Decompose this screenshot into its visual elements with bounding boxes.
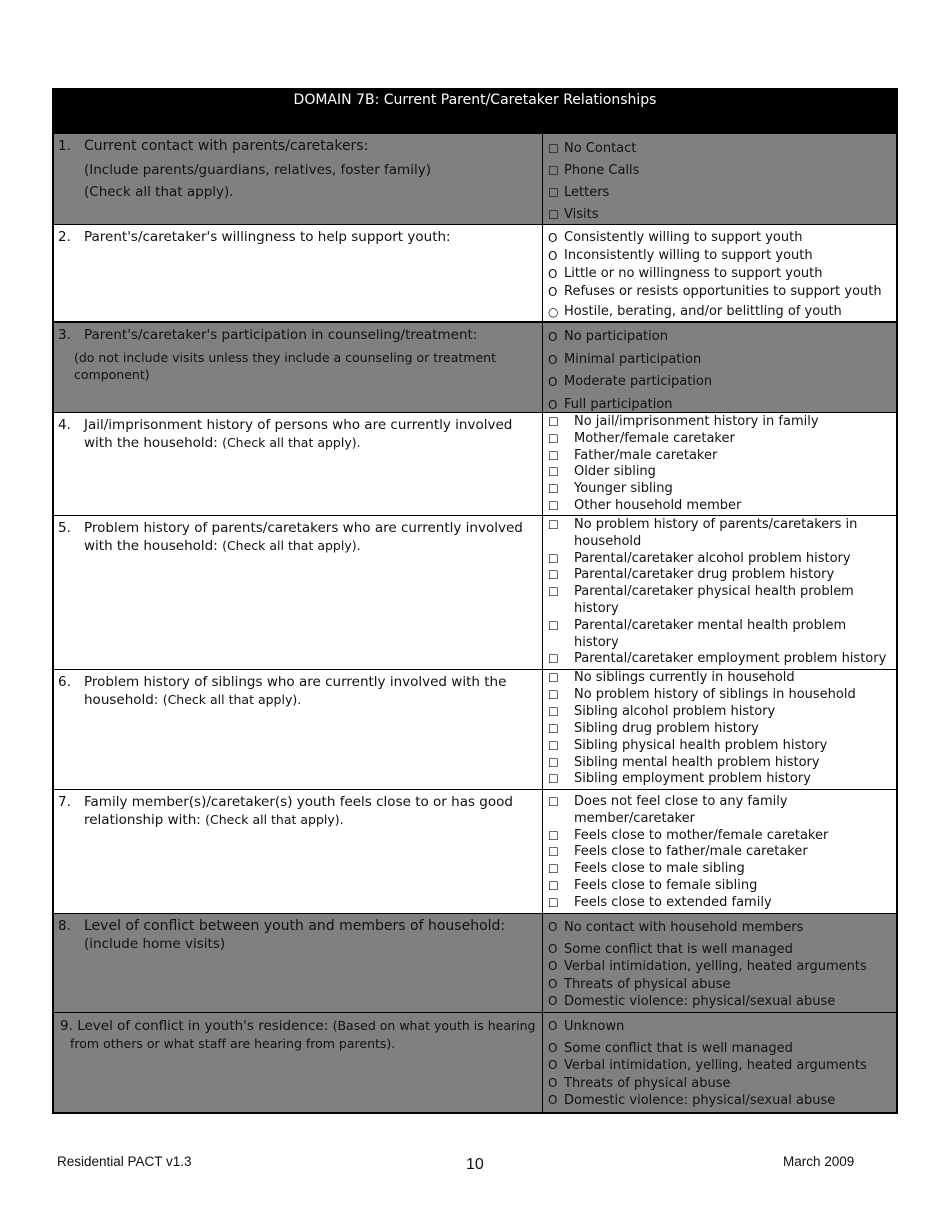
radio-icon[interactable]: O <box>548 397 558 412</box>
question-row-8 <box>54 913 896 1012</box>
footer-date: March 2009 <box>783 1154 855 1169</box>
option-father[interactable]: ☐ Father/male caretaker <box>548 447 718 463</box>
checkbox-icon[interactable]: ☐ <box>548 186 559 200</box>
option-close-father[interactable]: ☐ Feels close to father/male caretaker <box>548 844 808 860</box>
radio-icon[interactable]: O <box>548 941 558 956</box>
checkbox-icon[interactable]: ☐ <box>548 551 559 566</box>
radio-icon[interactable]: ○ <box>548 305 559 319</box>
option-minimal-participation[interactable]: O Minimal participation <box>548 349 892 372</box>
option-full-participation[interactable]: O Full participation <box>548 394 892 417</box>
page-number: 10 <box>466 1156 484 1173</box>
question-note: (Check all that apply). <box>222 538 361 553</box>
radio-icon[interactable]: O <box>548 959 558 974</box>
question-text: Level of conflict in youth's residence: <box>77 1018 329 1034</box>
option-verbal-intimidation[interactable]: O Verbal intimidation, yelling, heated arguments <box>548 959 867 975</box>
answer-cell <box>543 790 896 913</box>
question-row-6 <box>54 669 896 789</box>
option-threats-abuse[interactable]: O Threats of physical abuse <box>548 1075 731 1091</box>
option-other-household-member[interactable]: ☐ Other household member <box>548 497 742 513</box>
radio-icon[interactable]: O <box>548 330 558 344</box>
option-little-willingness[interactable]: O Little or no willingness to support youth <box>548 266 823 281</box>
option-verbal-intimidation[interactable]: O Verbal intimidation, yelling, heated arguments <box>548 1058 867 1074</box>
checkbox-icon[interactable]: ☐ <box>548 687 559 702</box>
question-number: 8. <box>58 918 71 934</box>
option-some-conflict[interactable]: O Some conflict that is well managed <box>548 941 793 957</box>
checkbox-icon[interactable]: ☐ <box>548 585 559 600</box>
question-number: 4. <box>58 417 71 433</box>
answer-cell <box>543 914 896 1012</box>
option-sibling-mental-health[interactable]: ☐ Sibling mental health problem history <box>548 754 820 770</box>
checkbox-icon[interactable]: ☐ <box>548 895 559 910</box>
question-text: Jail/imprisonment history of persons who are currently involved with the household: <box>84 417 513 451</box>
question-number: 5. <box>58 520 71 536</box>
checkbox-icon[interactable]: ☐ <box>548 845 559 860</box>
option-consistently-willing[interactable]: O Consistently willing to support youth <box>548 230 803 245</box>
option-some-conflict[interactable]: O Some conflict that is well managed <box>548 1040 793 1056</box>
checkbox-icon[interactable]: ☐ <box>548 828 559 843</box>
question-cell <box>54 790 543 913</box>
option-no-contact-household[interactable]: O No contact with household members <box>548 920 804 935</box>
question-number: 6. <box>58 674 71 690</box>
question-row-3 <box>54 321 896 412</box>
option-hostile[interactable]: ○ Hostile, berating, and/or belittling of youth <box>548 304 842 319</box>
option-sibling-alcohol[interactable]: ☐ Sibling alcohol problem history <box>548 703 776 719</box>
option-parent-mental-health[interactable]: ☐ Parental/caretaker mental health problem history <box>548 617 847 650</box>
question-cell <box>54 134 543 224</box>
option-phone-calls[interactable]: ☐ Phone Calls <box>548 160 892 182</box>
option-close-male-sibling[interactable]: ☐ Feels close to male sibling <box>548 861 745 877</box>
checkbox-icon[interactable]: ☐ <box>548 772 559 787</box>
question-note: (Based on what youth is hearing from others or what staff are hearing from parents). <box>70 1018 536 1051</box>
option-no-siblings[interactable]: ☐ No siblings currently in household <box>548 670 795 685</box>
radio-icon[interactable]: O <box>548 976 558 991</box>
option-unknown[interactable]: O Unknown <box>548 1019 625 1034</box>
option-older-sibling[interactable]: ☐ Older sibling <box>548 464 656 480</box>
question-text: Parent's/caretaker's willingness to help support youth: <box>84 229 451 245</box>
checkbox-icon[interactable]: ☐ <box>548 652 559 667</box>
checkbox-icon[interactable]: ☐ <box>548 431 559 446</box>
option-no-jail-history[interactable]: ☐ No jail/imprisonment history in family <box>548 414 819 429</box>
question-row-4 <box>54 412 896 515</box>
radio-icon[interactable]: O <box>548 1040 558 1055</box>
question-row-5 <box>54 515 896 669</box>
option-close-mother[interactable]: ☐ Feels close to mother/female caretaker <box>548 827 829 843</box>
option-domestic-violence[interactable]: O Domestic violence: physical/sexual abuse <box>548 994 836 1010</box>
checkbox-icon[interactable]: ☐ <box>548 671 559 685</box>
option-no-participation[interactable]: O No participation <box>548 326 892 349</box>
option-sibling-employment[interactable]: ☐ Sibling employment problem history <box>548 771 811 787</box>
question-cell <box>54 225 543 321</box>
question-cell <box>54 516 543 669</box>
question-row-9 <box>54 1012 896 1112</box>
question-text: Problem history of parents/caretakers who are currently involved with the household: <box>84 520 523 554</box>
checkbox-icon[interactable]: ☐ <box>548 618 559 633</box>
option-not-close[interactable]: ☐ Does not feel close to any family member/caretaker <box>548 794 788 826</box>
option-inconsistently-willing[interactable]: O Inconsistently willing to support youth <box>548 248 813 263</box>
assessment-form <box>52 88 898 1114</box>
checkbox-icon[interactable]: ☐ <box>548 498 559 513</box>
question-subtext: (do not include visits unless they include a counseling or treatment component) <box>74 350 496 382</box>
question-cell <box>54 1013 543 1112</box>
checkbox-icon[interactable]: ☐ <box>548 862 559 877</box>
option-close-female-sibling[interactable]: ☐ Feels close to female sibling <box>548 877 758 893</box>
option-younger-sibling[interactable]: ☐ Younger sibling <box>548 481 673 497</box>
option-parent-employment[interactable]: ☐ Parental/caretaker employment problem history <box>548 651 887 667</box>
radio-icon[interactable]: O <box>548 1093 558 1108</box>
question-text: Problem history of siblings who are currently involved with the household: <box>84 674 507 708</box>
question-text: Parent's/caretaker's participation in counseling/treatment: <box>84 327 478 343</box>
question-number: 9. <box>60 1018 73 1034</box>
checkbox-icon[interactable]: ☐ <box>548 448 559 463</box>
question-cell <box>54 670 543 789</box>
option-threats-abuse[interactable]: O Threats of physical abuse <box>548 976 731 992</box>
radio-icon[interactable]: O <box>548 231 558 245</box>
checkbox-icon[interactable]: ☐ <box>548 568 559 583</box>
radio-icon[interactable]: O <box>548 249 558 263</box>
radio-icon[interactable]: O <box>548 920 558 934</box>
question-note: (Check all that apply). <box>162 692 302 707</box>
radio-icon[interactable]: O <box>548 375 558 389</box>
radio-icon[interactable]: O <box>548 352 558 367</box>
answer-cell <box>543 516 896 669</box>
checkbox-icon[interactable]: ☐ <box>548 738 559 753</box>
question-row-1 <box>54 134 896 224</box>
domain-title: DOMAIN 7B: Current Parent/Caretaker Relationships <box>54 88 896 134</box>
question-subtext: (Include parents/guardians, relatives, foster family) <box>84 162 431 178</box>
option-parent-drug[interactable]: ☐ Parental/caretaker drug problem history <box>548 567 835 583</box>
checkbox-icon[interactable]: ☐ <box>548 721 559 736</box>
question-note: (Check all that apply). <box>205 812 344 827</box>
option-parent-alcohol[interactable]: ☐ Parental/caretaker alcohol problem history <box>548 550 851 566</box>
option-domestic-violence[interactable]: O Domestic violence: physical/sexual abuse <box>548 1093 836 1109</box>
option-mother[interactable]: ☐ Mother/female caretaker <box>548 430 735 446</box>
question-row-7 <box>54 789 896 913</box>
question-number: 1. <box>58 138 71 154</box>
question-cell <box>54 413 543 515</box>
answer-cell <box>543 413 896 515</box>
option-parent-physical-health[interactable]: ☐ Parental/caretaker physical health problem history <box>548 584 854 616</box>
answer-cell <box>543 323 896 412</box>
checkbox-icon[interactable]: ☐ <box>548 482 559 497</box>
option-no-parent-problem[interactable]: ☐ No problem history of parents/caretakers in household <box>548 517 858 549</box>
radio-icon[interactable]: O <box>548 1075 558 1090</box>
option-close-extended-family[interactable]: ☐ Feels close to extended family <box>548 894 772 910</box>
answer-cell <box>543 225 896 321</box>
checkbox-icon[interactable]: ☐ <box>548 415 559 429</box>
checkbox-icon[interactable]: ☐ <box>548 518 559 532</box>
checkbox-icon[interactable]: ☐ <box>548 878 559 893</box>
question-subtext: (include home visits) <box>84 936 226 952</box>
answer-cell <box>543 134 896 224</box>
checkbox-icon[interactable]: ☐ <box>548 704 559 719</box>
radio-icon[interactable]: O <box>548 1058 558 1073</box>
checkbox-icon[interactable]: ☐ <box>548 465 559 480</box>
option-sibling-physical-health[interactable]: ☐ Sibling physical health problem history <box>548 737 828 753</box>
answer-cell <box>543 670 896 789</box>
option-visits[interactable]: ☐ Visits <box>548 204 892 226</box>
question-subtext: (Check all that apply). <box>84 184 234 200</box>
option-letters[interactable]: ☐ Letters <box>548 182 892 204</box>
question-note: (Check all that apply). <box>222 435 361 450</box>
radio-icon[interactable]: O <box>548 1019 558 1033</box>
question-number: 7. <box>58 794 71 810</box>
checkbox-icon[interactable]: ☐ <box>548 142 559 156</box>
checkbox-icon[interactable]: ☐ <box>548 208 559 222</box>
option-moderate-participation[interactable]: O Moderate participation <box>548 371 892 394</box>
checkbox-icon[interactable]: ☐ <box>548 755 559 770</box>
radio-icon[interactable]: O <box>548 285 558 299</box>
question-text: Current contact with parents/caretakers: <box>84 138 369 154</box>
option-no-sibling-problem[interactable]: ☐ No problem history of siblings in household <box>548 686 856 702</box>
question-cell <box>54 323 543 412</box>
checkbox-icon[interactable]: ☐ <box>548 795 559 809</box>
question-row-2 <box>54 224 896 321</box>
option-refuses[interactable]: O Refuses or resists opportunities to support youth <box>548 284 882 299</box>
radio-icon[interactable]: O <box>548 994 558 1009</box>
question-number: 3. <box>58 327 71 343</box>
footer-version: Residential PACT v1.3 <box>57 1154 192 1169</box>
question-cell <box>54 914 543 1012</box>
radio-icon[interactable]: O <box>548 267 558 281</box>
question-text: Level of conflict between youth and members of household: <box>84 918 506 934</box>
question-number: 2. <box>58 229 71 245</box>
option-no-contact[interactable]: ☐ No Contact <box>548 138 892 160</box>
option-sibling-drug[interactable]: ☐ Sibling drug problem history <box>548 720 759 736</box>
checkbox-icon[interactable]: ☐ <box>548 164 559 178</box>
question-text: Family member(s)/caretaker(s) youth feels close to or has good relationship with: <box>84 794 513 828</box>
answer-cell <box>543 1013 896 1112</box>
